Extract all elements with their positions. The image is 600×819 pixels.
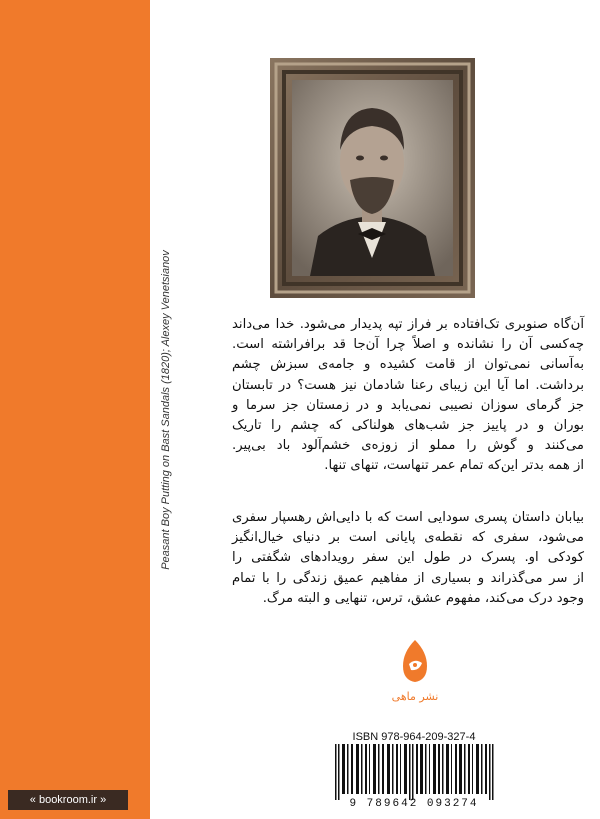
portrait-eye-right (380, 156, 388, 161)
text-line: می‌شود، سفری که نقطه‌ی پایانی است بر دنیای خیال‌انگیز (232, 530, 584, 546)
spine-band (0, 0, 150, 819)
fish-logo-eye (413, 663, 417, 667)
bookroom-badge[interactable]: « bookroom.ir » (8, 790, 128, 810)
barcode (333, 744, 495, 800)
text-line: وجود درک می‌کند، مفهوم عشق، ترس، تنهایی و البته مرگ. (262, 590, 584, 606)
fish-logo-icon (395, 638, 435, 684)
painting-caption-text: Peasant Boy Putting on Bast Sandals (1820); Alexey Venetsianov (160, 249, 172, 570)
synopsis-paragraph-2 (232, 508, 584, 609)
synopsis-paragraph-1 (232, 315, 584, 477)
text-line: جز گرمای سوزان نصیبی نمی‌یابد و در زمستان جز سرما و (232, 397, 584, 413)
text-line: بیابان داستان پسری سودایی است که با دایی‌اش رهسپار سفری (232, 510, 584, 525)
text-line: کودکی او. پسرک در طول این سفر رویدادهای شگفتی را (232, 550, 584, 566)
text-line: برداشت. اما آیا این زیبای رعنا شادمان نیز هست؟ در تابستان (232, 377, 584, 393)
isbn-text: ISBN 978-964-209-327-4 (352, 731, 476, 743)
text-line: از سر می‌گذراند و بسیاری از مفاهیم عمیق زندگی را با تمام (232, 570, 584, 586)
portrait-frame-svg (270, 58, 475, 298)
painting-caption (159, 0, 173, 819)
text-line: چه‌کسی آن را نشانده و اصلاً چرا آن‌جا قد برافراشته است. (232, 337, 584, 353)
text-line: از همه بدتر این‌که تمام عمر تنهاست، تنهای تنها. (324, 458, 584, 474)
portrait-eye-left (356, 156, 364, 161)
text-line: بوران و در پاییز جز شب‌های هولناکی که چشم را تاریک (232, 418, 584, 434)
barcode-bars (335, 744, 494, 800)
text-line: آن‌گاه صنوبری تک‌افتاده بر فراز تپه پدیدار می‌شود. خدا می‌داند (232, 317, 584, 332)
fish-logo-svg (395, 638, 435, 684)
text-line: می‌کنند و گوش را مملو از زوزه‌ی خشم‌آلود باد بی‌پیر. (232, 438, 584, 454)
text-line: به‌آسانی نمی‌توان از قامت کشیده و جامه‌ی سبزش چشم (232, 357, 584, 373)
spine-divider (150, 0, 157, 819)
publisher-name: نشر ماهی (391, 690, 439, 703)
barcode-digits: 9 789642 093274 (349, 798, 479, 810)
framed-portrait (270, 58, 475, 298)
